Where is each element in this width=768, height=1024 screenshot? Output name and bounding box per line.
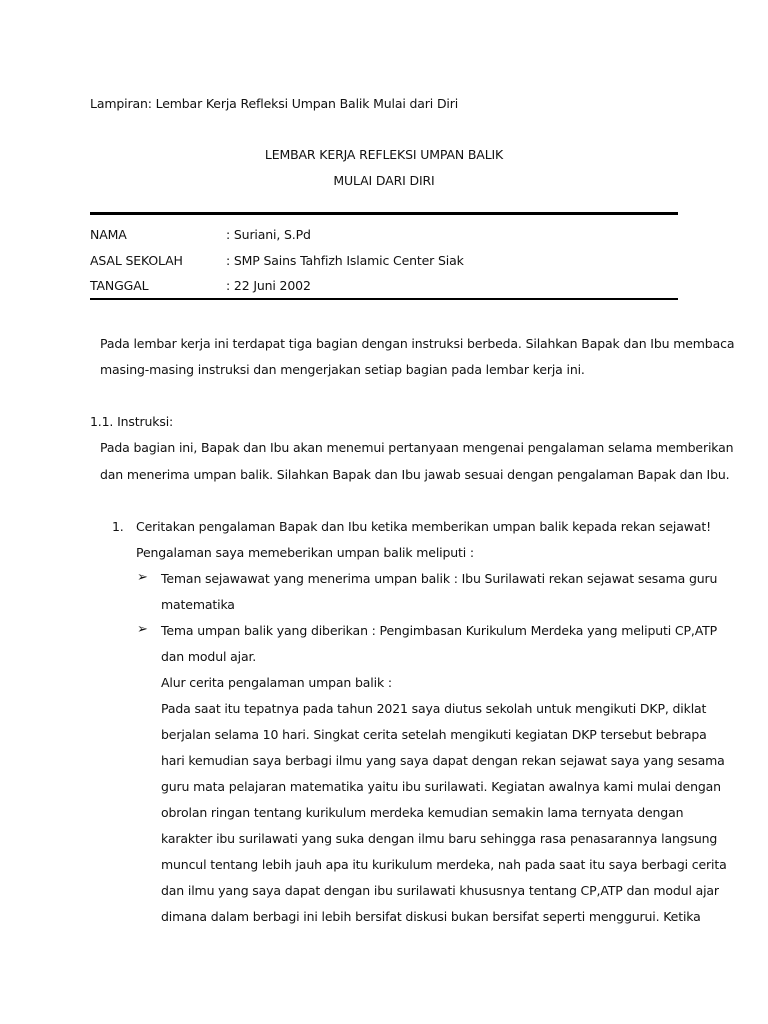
date-label: TANGGAL bbox=[90, 278, 149, 293]
name-label: NAMA bbox=[90, 227, 127, 242]
school-label: ASAL SEKOLAH bbox=[90, 253, 183, 268]
question-number: 1. bbox=[112, 519, 124, 534]
story-line-6: karakter ibu surilawati yang suka dengan ilmu baru sehingga rasa penasarannya langsung bbox=[161, 831, 718, 846]
story-line-2: berjalan selama 10 hari. Singkat cerita setelah mengikuti kegiatan DKP tersebut bebrapa bbox=[161, 727, 707, 742]
attachment-line: Lampiran: Lembar Kerja Refleksi Umpan Balik Mulai dari Diri bbox=[90, 96, 459, 111]
school-value: : SMP Sains Tahfizh Islamic Center Siak bbox=[226, 253, 464, 268]
name-value: : Suriani, S.Pd bbox=[226, 227, 311, 242]
section-text-line-1: Pada bagian ini, Bapak dan Ibu akan menemui pertanyaan mengenai pengalaman selama memberikan bbox=[100, 440, 734, 455]
story-line-7: muncul tentang lebih jauh apa itu kurikulum merdeka, nah pada saat itu saya berbagi cerita bbox=[161, 857, 727, 872]
bullet-1-line-1: Teman sejawawat yang menerima umpan balik : Ibu Surilawati rekan sejawat sesama guru bbox=[161, 571, 718, 586]
bottom-rule bbox=[90, 298, 678, 300]
story-line-4: guru mata pelajaran matematika yaitu ibu surilawati. Kegiatan awalnya kami mulai dengan bbox=[161, 779, 721, 794]
story-line-5: obrolan ringan tentang kurikulum merdeka kemudian semakin lama ternyata dengan bbox=[161, 805, 684, 820]
story-line-1: Pada saat itu tepatnya pada tahun 2021 saya diutus sekolah untuk mengikuti DKP, diklat bbox=[161, 701, 707, 716]
bullet-2-line-1: Tema umpan balik yang diberikan : Pengimbasan Kurikulum Merdeka yang meliputi CP,ATP bbox=[161, 623, 717, 638]
arrow-bullet-icon: ➢ bbox=[137, 570, 148, 585]
story-line-3: hari kemudian saya berbagi ilmu yang saya dapat dengan rekan sejawat saya yang sesama bbox=[161, 753, 725, 768]
answer-intro: Pengalaman saya memeberikan umpan balik meliputi : bbox=[136, 545, 474, 560]
section-heading: 1.1. Instruksi: bbox=[90, 414, 174, 429]
story-line-9: dimana dalam berbagi ini lebih bersifat diskusi bukan bersifat seperti menggurui. Ketika bbox=[161, 909, 701, 924]
bullet-2-line-2: dan modul ajar. bbox=[161, 649, 257, 664]
story-heading: Alur cerita pengalaman umpan balik : bbox=[161, 675, 392, 690]
document-title-line-1: LEMBAR KERJA REFLEKSI UMPAN BALIK bbox=[264, 147, 504, 162]
top-rule bbox=[90, 212, 678, 215]
date-value: : 22 Juni 2002 bbox=[226, 278, 311, 293]
section-text-line-2: dan menerima umpan balik. Silahkan Bapak dan Ibu jawab sesuai dengan pengalaman Bapak dan Ibu. bbox=[100, 467, 730, 482]
question-text: Ceritakan pengalaman Bapak dan Ibu ketika memberikan umpan balik kepada rekan sejawat! bbox=[136, 519, 711, 534]
bullet-1-line-2: matematika bbox=[161, 597, 235, 612]
document-title-line-2: MULAI DARI DIRI bbox=[333, 173, 435, 188]
intro-line-1: Pada lembar kerja ini terdapat tiga bagian dengan instruksi berbeda. Silahkan Bapak dan Ibu membaca bbox=[100, 336, 735, 351]
arrow-bullet-icon: ➢ bbox=[137, 622, 148, 637]
intro-line-2: masing-masing instruksi dan mengerjakan setiap bagian pada lembar kerja ini. bbox=[100, 362, 585, 377]
story-line-8: dan ilmu yang saya dapat dengan ibu surilawati khususnya tentang CP,ATP dan modul ajar bbox=[161, 883, 719, 898]
